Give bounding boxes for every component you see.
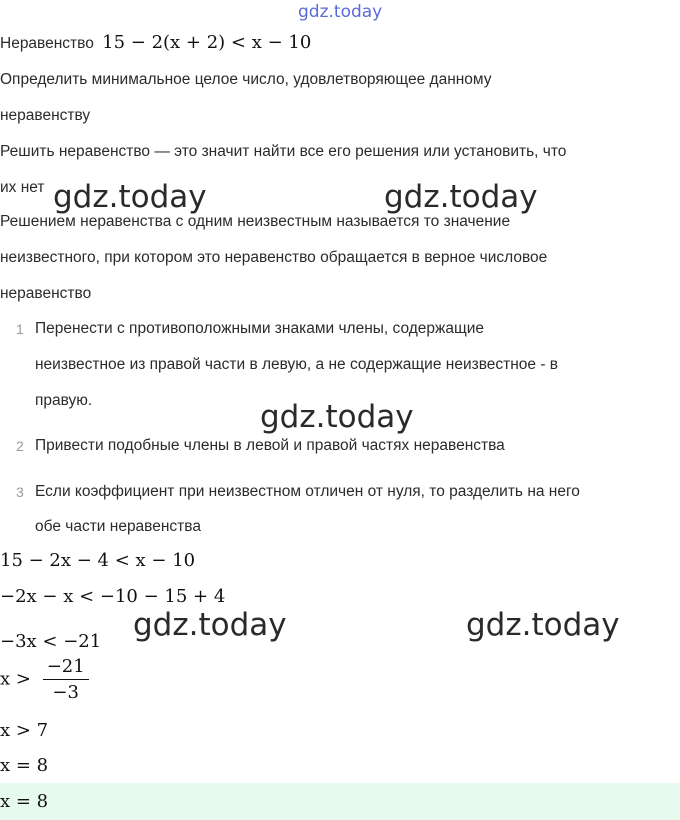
task-line-2: неравенству bbox=[0, 107, 91, 124]
solution-line-4 bbox=[0, 656, 89, 703]
fraction-denominator: −3 bbox=[52, 682, 79, 703]
definition2-line-2: неизвестного, при котором это неравенство обращается в верное числовое bbox=[0, 249, 548, 266]
solution-line-2: −2x − x < −10 − 15 + 4 bbox=[0, 586, 226, 607]
fraction-numerator: −21 bbox=[43, 656, 89, 680]
solution-line-1: 15 − 2x − 4 < x − 10 bbox=[0, 550, 196, 571]
definition2-line-1: Решением неравенства с одним неизвестным называется то значение bbox=[0, 213, 511, 230]
step-1-line-2: неизвестное из правой части в левую, а не содержащие неизвестное - в bbox=[35, 356, 559, 373]
step-1-line-3: правую. bbox=[35, 392, 93, 409]
watermark-1: gdz.today bbox=[53, 179, 207, 215]
answer-box bbox=[0, 783, 680, 820]
watermark-5: gdz.today bbox=[466, 607, 620, 643]
title-inequality: 15 − 2(x + 2) < x − 10 bbox=[102, 32, 312, 53]
solution-line-4-left: x > bbox=[0, 668, 31, 690]
title-prefix: Неравенство bbox=[0, 35, 94, 52]
step-3-number: 3 bbox=[16, 484, 24, 500]
watermark-3: gdz.today bbox=[260, 399, 414, 435]
watermark-4: gdz.today bbox=[133, 607, 287, 643]
problem-title bbox=[0, 32, 311, 53]
solution-line-6: x = 8 bbox=[0, 755, 49, 776]
step-3-line-2: обе части неравенства bbox=[35, 518, 201, 535]
solution-line-5: x > 7 bbox=[0, 720, 49, 741]
step-1-number: 1 bbox=[16, 321, 24, 337]
watermark-top: gdz.today bbox=[298, 2, 383, 22]
definition2-line-3: неравенство bbox=[0, 285, 92, 302]
step-1-line-1: Перенести с противоположными знаками члены, содержащие bbox=[35, 320, 485, 337]
step-2-line-1: Привести подобные члены в левой и правой частях неравенства bbox=[35, 437, 505, 454]
fraction bbox=[43, 656, 89, 703]
step-3-line-1: Если коэффициент при неизвестном отличен от нуля, то разделить на него bbox=[35, 483, 580, 500]
definition1-line-1: Решить неравенство — это значит найти все его решения или установить, что bbox=[0, 143, 567, 160]
step-2-number: 2 bbox=[16, 438, 24, 454]
solution-line-3: −3x < −21 bbox=[0, 631, 102, 652]
answer-value: x = 8 bbox=[0, 791, 49, 812]
watermark-2: gdz.today bbox=[384, 179, 538, 215]
definition1-line-2: их нет bbox=[0, 179, 45, 196]
task-line-1: Определить минимальное целое число, удовлетворяющее данному bbox=[0, 71, 492, 88]
